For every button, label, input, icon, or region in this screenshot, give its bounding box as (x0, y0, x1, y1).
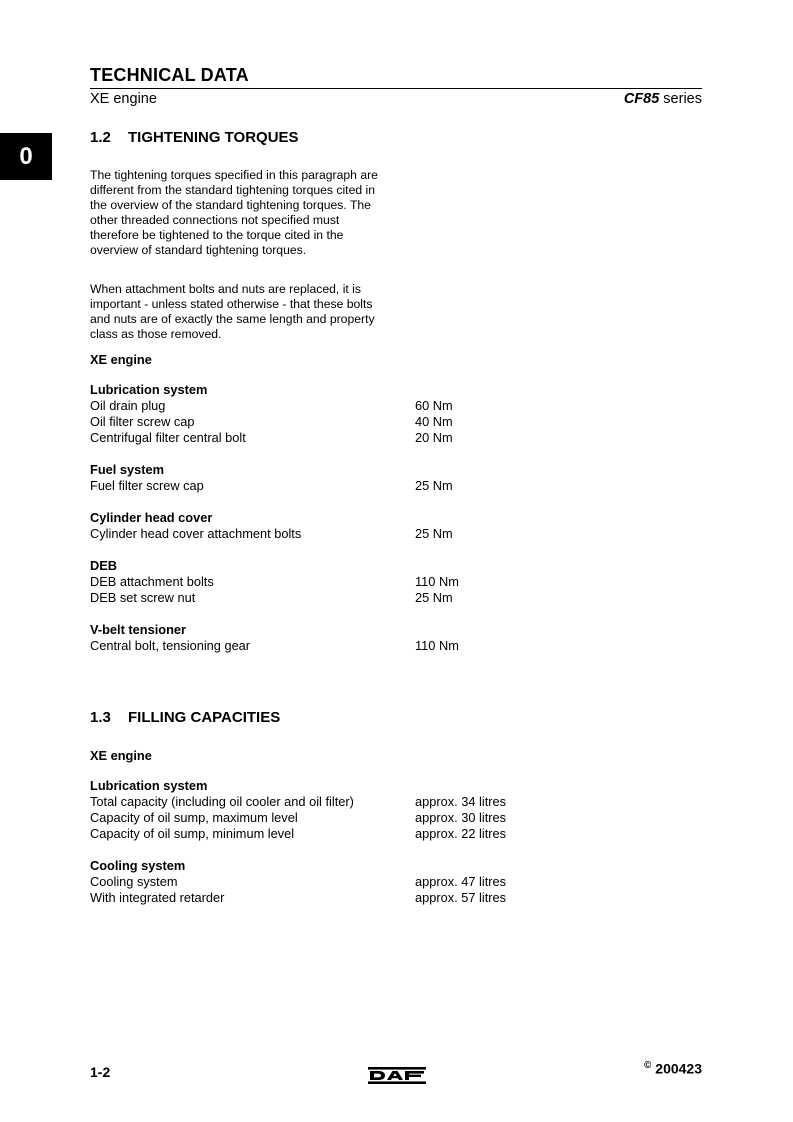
spec-row (90, 398, 610, 414)
group-title: Cylinder head cover (90, 510, 213, 525)
spec-label: Cylinder head cover attachment bolts (90, 526, 302, 541)
group-title: Lubrication system (90, 778, 208, 793)
spec-label: With integrated retarder (90, 890, 225, 905)
capacity-group-lubrication (90, 778, 610, 842)
group-title: Lubrication system (90, 382, 208, 397)
group-title: DEB (90, 558, 118, 573)
intro-paragraph: The tightening torques specified in this paragraph are different from the standard tightening torques cited in the overview of the standard tightening torques. The other threaded connections not specified must therefore be tightened to the torque cited in the overview of standard tightening torques. (90, 168, 378, 257)
spec-label: Oil filter screw cap (90, 414, 195, 429)
spec-row (90, 874, 610, 890)
spec-label: Cooling system (90, 874, 178, 889)
chapter-tab: 0 (0, 133, 52, 180)
torque-group-cylinder-head (90, 510, 610, 542)
torque-group-deb (90, 558, 610, 606)
spec-value: 25 Nm (415, 526, 453, 541)
torque-group-v-belt (90, 622, 610, 654)
spec-row (90, 478, 610, 494)
spec-value: 60 Nm (415, 398, 453, 413)
spec-row (90, 430, 610, 446)
copyright-symbol: © (644, 1060, 652, 1071)
document-title: TECHNICAL DATA (90, 65, 249, 85)
spec-label: DEB attachment bolts (90, 574, 214, 589)
section-number: 1.2 (90, 129, 111, 146)
spec-row (90, 638, 610, 654)
spec-label: Oil drain plug (90, 398, 166, 413)
section-heading-filling-capacities (90, 709, 280, 726)
spec-label: Capacity of oil sump, minimum level (90, 826, 295, 841)
torque-group-lubrication (90, 382, 610, 446)
spec-row (90, 794, 610, 810)
series-word: series (659, 91, 702, 107)
spec-value: approx. 22 litres (415, 826, 507, 841)
daf-logo (368, 1067, 426, 1084)
group-title: V-belt tensioner (90, 622, 186, 637)
spec-label: Centrifugal filter central bolt (90, 430, 246, 445)
spec-value: approx. 34 litres (415, 794, 507, 809)
doc-code-number: 200423 (655, 1060, 702, 1077)
spec-label: Total capacity (including oil cooler and oil filter) (90, 794, 354, 809)
spec-row (90, 526, 610, 542)
spec-value: 20 Nm (415, 430, 453, 445)
spec-value: approx. 57 litres (415, 890, 507, 905)
torque-group-fuel (90, 462, 610, 494)
spec-label: DEB set screw nut (90, 590, 196, 605)
spec-row (90, 574, 610, 590)
spec-label: Capacity of oil sump, maximum level (90, 810, 298, 825)
document-subtitle: XE engine (90, 91, 157, 107)
spec-row (90, 826, 610, 842)
spec-row (90, 890, 610, 906)
section-title: FILLING CAPACITIES (128, 709, 281, 726)
spec-row (90, 810, 610, 826)
group-title: Cooling system (90, 858, 186, 873)
series-label (624, 91, 702, 107)
spec-label: Central bolt, tensioning gear (90, 638, 251, 653)
spec-value: approx. 30 litres (415, 810, 507, 825)
group-title: Fuel system (90, 462, 164, 477)
header-rule (90, 88, 702, 89)
section-number: 1.3 (90, 709, 111, 726)
replacement-paragraph: When attachment bolts and nuts are replaced, it is important - unless stated otherwise - that these bolts and nuts are of exactly the same length and property class as those removed. (90, 282, 375, 341)
spec-label: Fuel filter screw cap (90, 478, 204, 493)
document-code (644, 1060, 702, 1077)
section-title: TIGHTENING TORQUES (128, 129, 299, 146)
spec-value: 40 Nm (415, 414, 453, 429)
spec-value: 25 Nm (415, 590, 453, 605)
series-code: CF85 (623, 91, 660, 107)
spec-value: 110 Nm (415, 574, 459, 589)
spec-value: 110 Nm (415, 638, 459, 653)
section-heading-tightening-torques (90, 129, 299, 146)
spec-row (90, 414, 610, 430)
engine-label: XE engine (90, 352, 152, 367)
spec-row (90, 590, 610, 606)
page-number: 1-2 (90, 1064, 111, 1080)
spec-value: approx. 47 litres (415, 874, 507, 889)
spec-value: 25 Nm (415, 478, 453, 493)
engine-label: XE engine (90, 748, 152, 763)
capacity-group-cooling (90, 858, 610, 906)
